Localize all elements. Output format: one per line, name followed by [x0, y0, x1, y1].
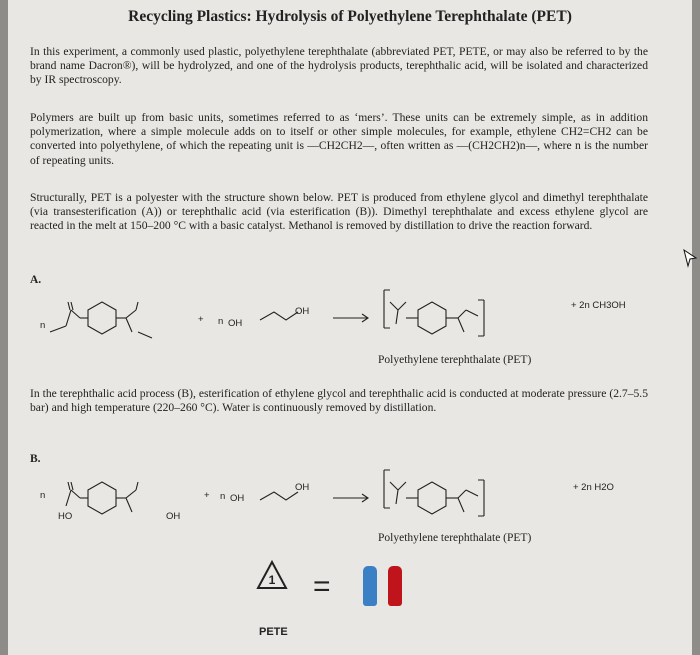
scheme-a-caption: Polyethylene terephthalate (PET)	[378, 354, 532, 366]
scheme-a-label: A.	[30, 274, 42, 286]
scheme-b-structures	[28, 460, 668, 540]
scheme-b-label: B.	[30, 453, 41, 465]
polymers-paragraph: Polymers are built up from basic units, sometimes referred to as ‘mers’. These units can be extremely simple, as in addition polymerization, where a simple molecule adds on to itself or other simple molecules, for example, ethylene CH2=CH2 can be converted into polyethylene, of which the repeating unit is —CH2CH2—, often written as —(CH2CH2)n—, where n is the number of repeating units.	[30, 111, 648, 167]
recycle-code: 1	[268, 573, 276, 587]
scheme-b-ho: HO	[58, 511, 73, 522]
structure-paragraph: Structurally, PET is a polyester with the structure shown below. PET is produced from ethylene glycol and dimethyl terephthalate (via transesterification (A)) or terephthalic acid (via esterification (B)). Dimethyl terephthalate and excess ethylene glycol are reacted in the melt at 150–200 °C with a basic catalyst. Methanol is removed by distillation to drive the reaction forward.	[30, 191, 648, 233]
equals-sign: =	[313, 570, 331, 603]
water-bottle-icon	[363, 566, 377, 606]
scheme-a-byproduct: + 2n CH3OH	[571, 300, 626, 311]
recycle-pete-icon	[250, 556, 294, 600]
soda-bottle-icon	[388, 566, 402, 606]
scheme-a-oh-left: OH	[228, 318, 243, 329]
scheme-b-n1: n	[40, 490, 46, 501]
pete-label: PETE	[259, 626, 288, 638]
scheme-b-oh-right: OH	[295, 482, 310, 493]
scheme-b-byproduct: + 2n H2O	[573, 482, 614, 493]
scheme-b-n2: n	[220, 491, 226, 502]
scheme-b-oh-left: OH	[230, 493, 245, 504]
scheme-b-plus: +	[204, 490, 210, 501]
scheme-a-n2: n	[218, 316, 224, 327]
scheme-a-structures	[28, 280, 668, 360]
mouse-cursor-icon	[682, 248, 700, 268]
scheme-b-oh-acid: OH	[166, 511, 181, 522]
document-page	[8, 0, 692, 655]
scheme-a-plus: +	[198, 314, 204, 325]
scheme-a-n1: n	[40, 320, 46, 331]
intro-paragraph: In this experiment, a commonly used plastic, polyethylene terephthalate (abbreviated PET, PETE, or may also be referred to by the brand name Dacron®), will be hydrolyzed, and one of the hydrolysis products, terephthalic acid, will be isolated and characterized by IR spectroscopy.	[30, 45, 648, 87]
page-title: Recycling Plastics: Hydrolysis of Polyethylene Terephthalate (PET)	[128, 8, 572, 25]
scheme-b-caption: Polyethylene terephthalate (PET)	[378, 532, 532, 544]
process-b-paragraph: In the terephthalic acid process (B), esterification of ethylene glycol and terephthalic acid is conducted at moderate pressure (2.7–5.5 bar) and high temperature (220–260 °C). Water is continuously removed by distillation.	[30, 387, 648, 415]
scheme-a-oh-right: OH	[295, 306, 310, 317]
